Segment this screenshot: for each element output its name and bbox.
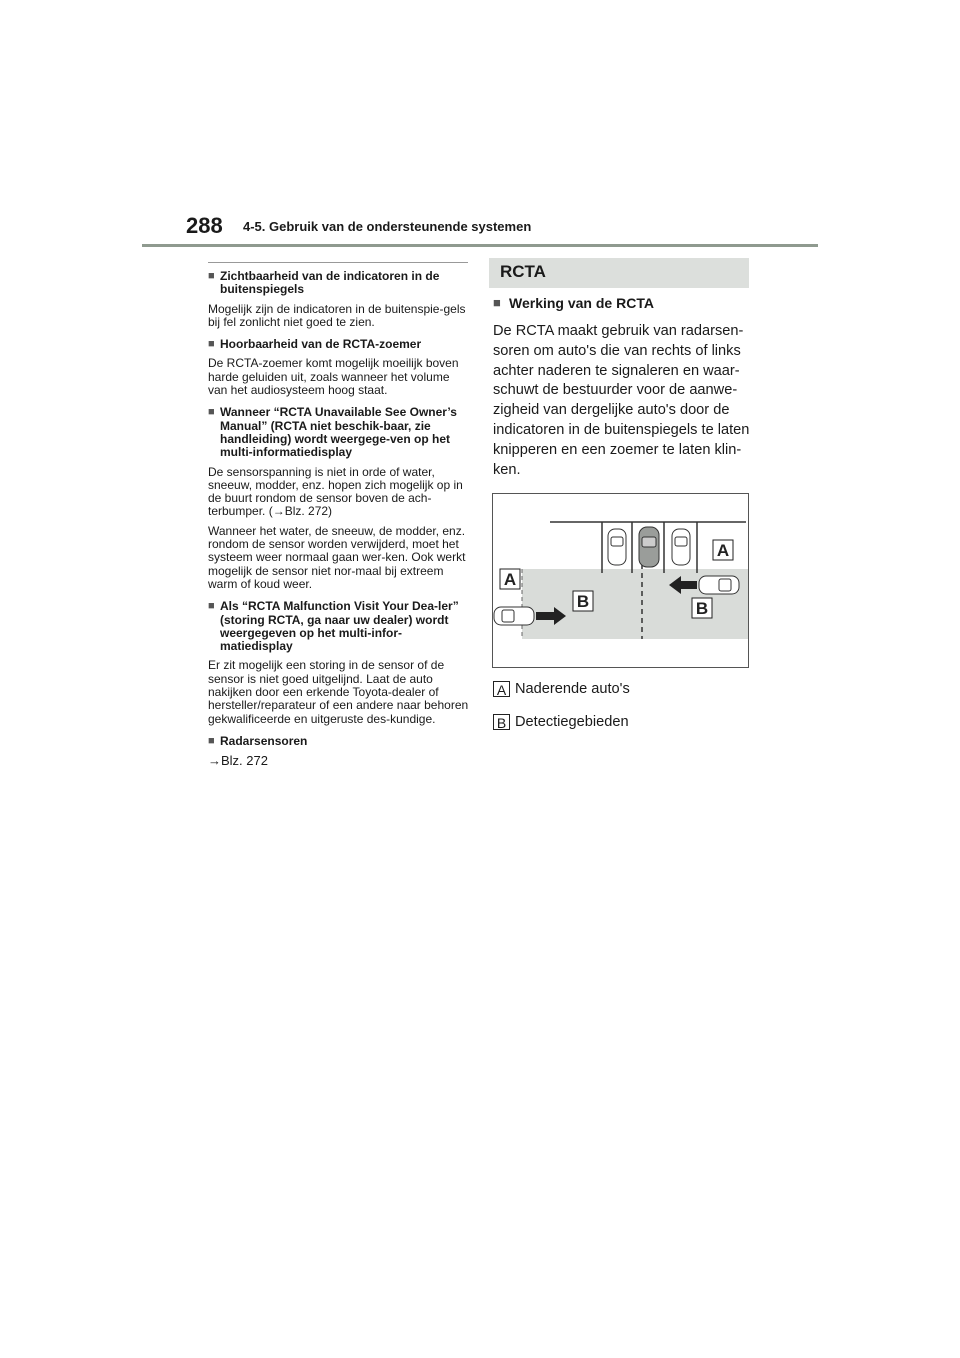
paragraph-werking: De RCTA maakt gebruik van radarsen-soren om auto's die van rechts of links achter naderen te signaleren en waar-schuwt de bestuurder voor de aanwe-zigheid van dergelijke auto's door de indicatoren in de buitenspiegels te laten knipperen en een zoemer te laten klin-ken. bbox=[493, 323, 750, 478]
square-bullet-icon: ■ bbox=[208, 270, 215, 282]
legend-text: Naderende auto's bbox=[515, 681, 630, 697]
square-bullet-icon: ■ bbox=[208, 734, 215, 747]
square-bullet-icon: ■ bbox=[208, 600, 215, 613]
parked-car bbox=[672, 529, 690, 565]
square-bullet-icon: ■ bbox=[493, 295, 501, 310]
rcta-title: RCTA bbox=[500, 262, 546, 281]
heading-rcta-malfunction: ■ Als “RCTA Malfunction Visit Your Dea-ler” (storing RCTA, ga naar uw dealer) wordt weergegeven op het multi-infor-matiedisplay bbox=[208, 599, 459, 654]
label-a: A bbox=[503, 570, 517, 589]
legend-text: Detectiegebieden bbox=[515, 714, 629, 730]
paragraph: De RCTA-zoemer komt mogelijk moeilijk boven harde geluiden uit, zoals wanneer het volume van het audiosysteem hoog staat. bbox=[208, 356, 459, 398]
heading-werking-rcta: ■ Werking van de RCTA bbox=[493, 295, 654, 311]
paragraph: De sensorspanning is niet in orde of water, sneeuw, modder, enz. hopen zich mogelijk op in de buurt rondom de sensor boven de ach-terbumper. (→Blz. 272) bbox=[208, 464, 463, 519]
heading-rcta-unavailable: ■ Wanneer “RCTA Unavailable See Owner’s Manual” (RCTA niet beschik-baar, zie handleiding) wordt weergege-ven op het multi-informatiedisplay bbox=[208, 405, 457, 460]
page-number: 288 bbox=[186, 213, 223, 238]
heading-hoorbaarheid: ■ Hoorbaarheid van de RCTA-zoemer bbox=[208, 337, 422, 352]
left-column-rule bbox=[208, 262, 468, 263]
parked-car bbox=[608, 529, 626, 565]
label-b: B bbox=[695, 599, 709, 618]
heading-radarsensoren: ■ Radarsensoren bbox=[208, 733, 308, 748]
section-title: 4-5. Gebruik van de ondersteunende systemen bbox=[243, 219, 532, 234]
square-bullet-icon: ■ bbox=[208, 406, 215, 419]
heading-zichtbaarheid: ■ Zichtbaarheid van de indicatoren in de buitenspiegels bbox=[208, 269, 440, 297]
legend-item-a bbox=[493, 681, 630, 697]
left-column bbox=[208, 270, 470, 768]
label-a: A bbox=[716, 541, 730, 560]
paragraph: Wanneer het water, de sneeuw, de modder, enz. rondom de sensor worden verwijderd, moet het systeem weer normaal gaan wer-ken. Ook werkt mogelijk de sensor niet nor-maal bij extreem warm of koud weer. bbox=[208, 523, 466, 591]
paragraph: Mogelijk zijn de indicatoren in de buitenspie-gels bij fel zonlicht niet goed te zien. bbox=[208, 301, 466, 329]
paragraph: Er zit mogelijk een storing in de sensor of de sensor is niet goed uitgelijnd. Laat de auto nakijken door een erkende Toyota-dealer of hersteller/reparateur of een andere naar behoren gekwalificeerde en uitgeruste des-kundige. bbox=[208, 658, 469, 726]
legend-key: B bbox=[493, 714, 510, 730]
approaching-car-right bbox=[699, 576, 739, 594]
page-reference: →Blz. 272 bbox=[208, 753, 268, 769]
parked-car-reversing bbox=[639, 527, 659, 567]
rcta-diagram bbox=[492, 493, 749, 668]
approaching-car-left bbox=[494, 607, 534, 625]
square-bullet-icon: ■ bbox=[208, 338, 215, 351]
header-rule bbox=[142, 244, 818, 247]
legend-item-b bbox=[493, 714, 629, 730]
label-b: B bbox=[576, 592, 590, 611]
legend-key: A bbox=[493, 681, 510, 697]
